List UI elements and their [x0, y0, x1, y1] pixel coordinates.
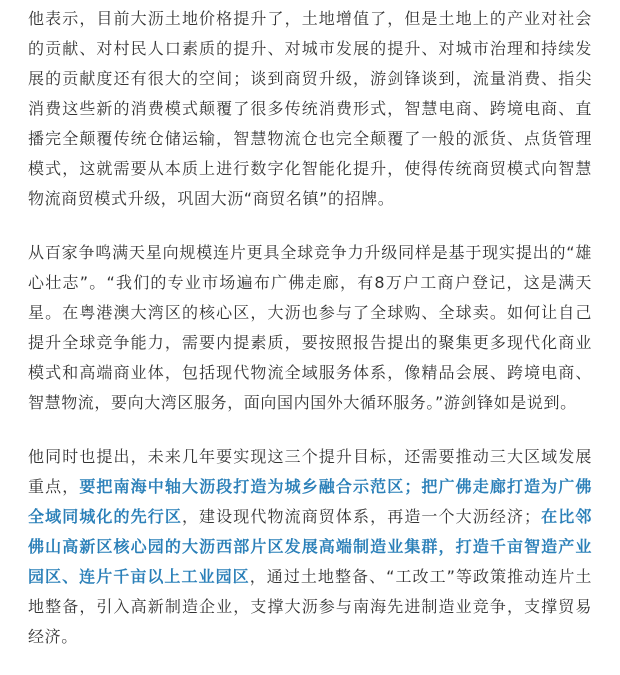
paragraph-global-competition: [28, 238, 592, 418]
paragraph-regional-priorities: [28, 442, 592, 652]
highlight-manufacturing-cluster: 在比邻佛山高新区核心园的大沥西部片区发展高端制造业集群，打造千亩智造产业园区、连片千亩以上工业园区: [28, 507, 592, 586]
paragraph-text: 从百家争鸣满天星向规模连片更具全球竞争力升级同样是基于现实提出的“雄心壮志”。“我们的专业市场遍布广佛走廊，有8万户工商户登记，这是满天星。在粤港澳大湾区的核心区，大沥也参与了全球购、全球卖。如何让自己提升全球竞争能力，需要内提素质，要按照报告提出的聚集更多现代化商业模式和高端商业体，包括现代物流全域服务体系，像精品会展、跨境电商、智慧物流，要向大湾区服务，面向国内国外大循环服务。”游剑锋如是说到。: [28, 243, 592, 412]
highlight-urban-rural-zone: 要把南海中轴大沥段打造为城乡融合示范区；把广佛走廊打造为广佛全域同城化的先行区: [28, 477, 592, 526]
paragraph-text: 他同时也提出，未来几年要实现这三个提升目标，还需要推动三大区域发展重点，: [28, 447, 592, 496]
paragraph-text: ，建设现代物流商贸体系，再造一个大沥经济；: [181, 507, 541, 526]
article-body: [0, 4, 620, 652]
paragraph-text: 他表示，目前大沥土地价格提升了，土地增值了，但是土地上的产业对社会的贡献、对村民人口素质的提升、对城市发展的提升、对城市治理和持续发展的贡献度还有很大的空间；谈到商贸升级，游剑锋谈到，流量消费、指尖消费这些新的消费模式颠覆了很多传统消费形式，智慧电商、跨境电商、直播完全颠覆传统仓储运输，智慧物流仓也完全颠覆了一般的派货、点货管理模式，这就需要从本质上进行数字化智能化提升，使得传统商贸模式向智慧物流商贸模式升级，巩固大沥“商贸名镇”的招牌。: [28, 9, 592, 208]
paragraph-land-and-commerce: [28, 4, 592, 214]
paragraph-text: ，通过土地整备、“工改工”等政策推动连片土地整备，引入高新制造企业，支撑大沥参与南海先进制造业竞争，支撑贸易经济。: [28, 567, 592, 646]
